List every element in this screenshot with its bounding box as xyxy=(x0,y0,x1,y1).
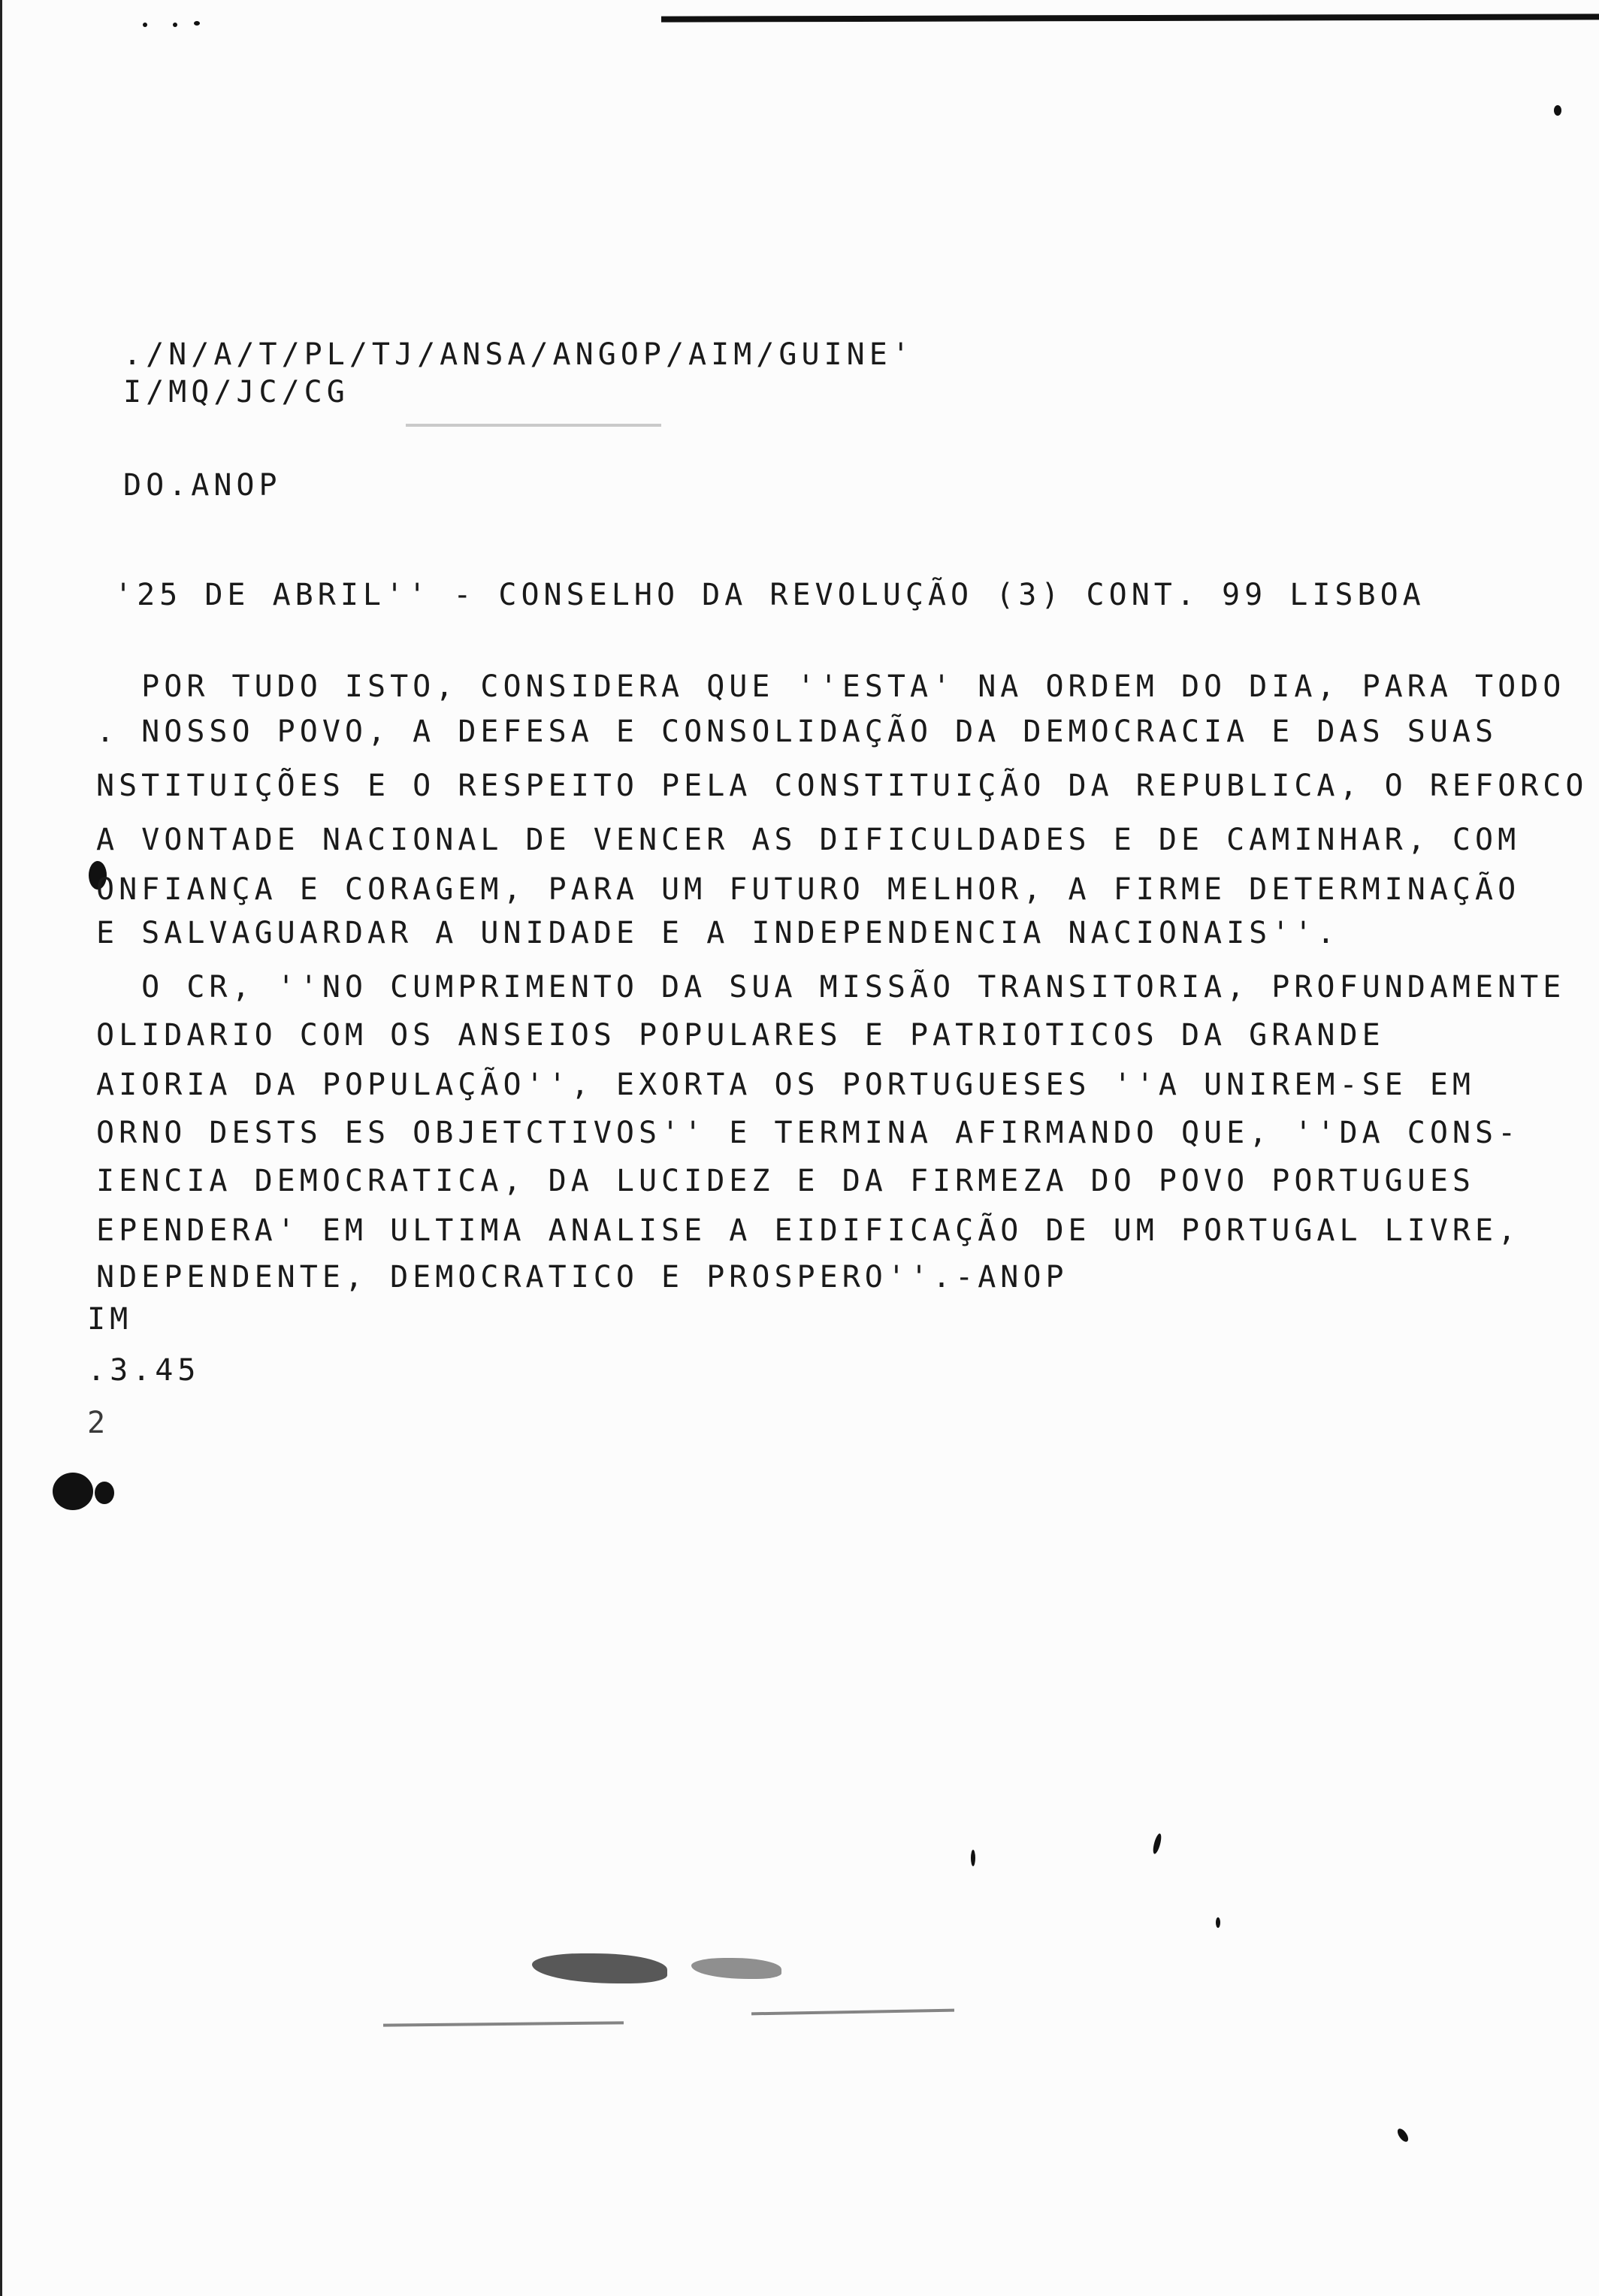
end-mark: IM xyxy=(87,1302,133,1337)
body-line: A VONTADE NACIONAL DE VENCER AS DIFICULDADES E DE CAMINHAR, COM xyxy=(96,823,1521,857)
body-line: O CR, ''NO CUMPRIMENTO DA SUA MISSÃO TRANSITORIA, PROFUNDAMENTE xyxy=(96,970,1566,1005)
body-line: AIORIA DA POPULAÇÃO'', EXORTA OS PORTUGUESES ''A UNIREM-SE EM xyxy=(96,1068,1476,1102)
ink-speck xyxy=(1554,105,1561,116)
transmission-time: .3.45 xyxy=(87,1353,201,1388)
body-line: ORNO DESTS ES OBJETCTIVOS'' E TERMINA AFIRMANDO QUE, ''DA CONS- xyxy=(96,1116,1521,1150)
ink-speck xyxy=(194,21,200,26)
top-rule xyxy=(661,14,1599,22)
headline: '25 DE ABRIL'' - CONSELHO DA REVOLUÇÃO (3) CONT. 99 LISBOA xyxy=(114,578,1425,612)
footer-extra: 2 xyxy=(87,1406,110,1440)
body-line: E SALVAGUARDAR A UNIDADE E A INDEPENDENCIA NACIONAIS''. xyxy=(96,916,1340,950)
ink-speck xyxy=(1152,1832,1163,1854)
body-line: OLIDARIO COM OS ANSEIOS POPULARES E PATRIOTICOS DA GRANDE xyxy=(96,1018,1385,1053)
page-edge xyxy=(0,0,2,2296)
ink-speck xyxy=(143,23,147,27)
ink-speck xyxy=(1395,2127,1410,2143)
body-line: POR TUDO ISTO, CONSIDERA QUE ''ESTA' NA ORDEM DO DIA, PARA TODO xyxy=(96,669,1566,704)
routing-line-2: I/MQ/JC/CG xyxy=(123,375,349,409)
ink-speck xyxy=(1216,1917,1220,1928)
punch-hole-mark xyxy=(53,1473,93,1510)
smudge xyxy=(532,1953,667,1983)
body-line: NDEPENDENTE, DEMOCRATICO E PROSPERO''.-ANOP xyxy=(96,1260,1069,1295)
body-line: IENCIA DEMOCRATICA, DA LUCIDEZ E DA FIRMEZA DO POVO PORTUGUES xyxy=(96,1164,1476,1198)
agency-code: DO.ANOP xyxy=(123,468,282,503)
body-line: ONFIANÇA E CORAGEM, PARA UM FUTURO MELHOR, A FIRME DETERMINAÇÃO xyxy=(96,872,1521,907)
body-line: NSTITUIÇÕES E O RESPEITO PELA CONSTITUIÇÃO DA REPUBLICA, O REFORCO xyxy=(96,769,1588,803)
streak xyxy=(406,424,661,427)
ink-speck xyxy=(971,1850,975,1866)
ink-speck xyxy=(173,23,177,27)
punch-hole-mark xyxy=(95,1482,114,1504)
routing-line-1: ./N/A/T/PL/TJ/ANSA/ANGOP/AIM/GUINE' xyxy=(123,337,914,372)
body-line: . NOSSO POVO, A DEFESA E CONSOLIDAÇÃO DA DEMOCRACIA E DAS SUAS xyxy=(96,714,1498,749)
streak xyxy=(751,2009,954,2016)
smudge xyxy=(691,1958,781,1979)
body-line: EPENDERA' EM ULTIMA ANALISE A EIDIFICAÇÃO DE UM PORTUGAL LIVRE, xyxy=(96,1213,1521,1248)
streak xyxy=(383,2021,624,2026)
